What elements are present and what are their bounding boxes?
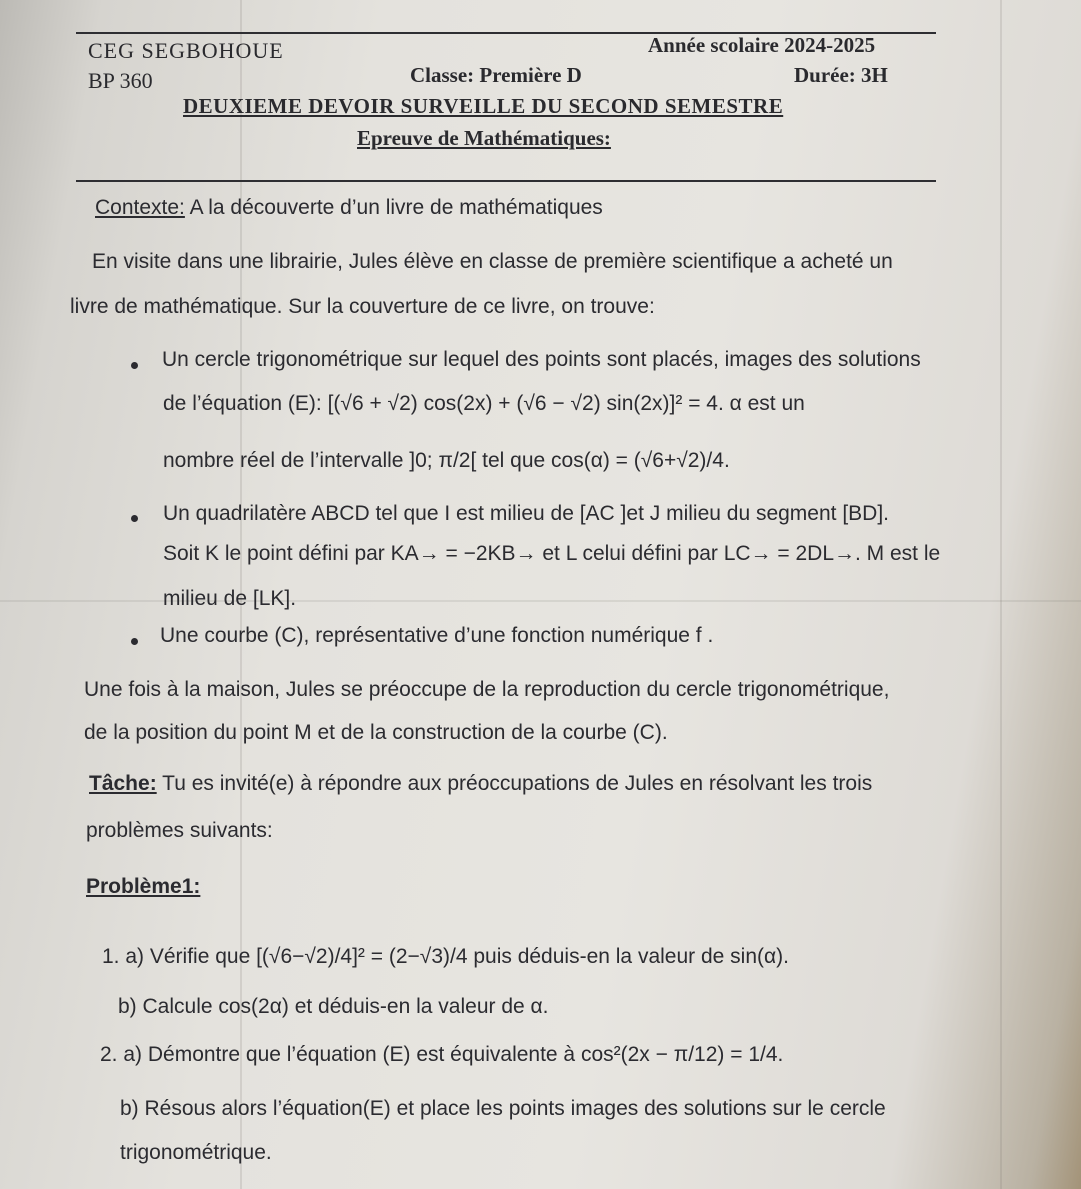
school-name: CEG SEGBOHOUE xyxy=(88,38,284,63)
exam-title: DEUXIEME DEVOIR SURVEILLE DU SECOND SEMESTRE xyxy=(183,94,784,118)
question-2a: 2. a) Démontre que l’équation (E) est équivalente à cos²(2x − π/12) = 1/4. xyxy=(100,1043,784,1066)
bullet-1-equation: de l’équation (E): [(√6 + √2) cos(2x) + (√6 − √2) sin(2x)]² = 4. α est un xyxy=(163,392,805,415)
duration: Durée: 3H xyxy=(794,63,888,87)
context-title: A la découverte d’un livre de mathématiques xyxy=(184,196,603,219)
context-label: Contexte: xyxy=(95,196,185,219)
bullet-1-line: Un cercle trigonométrique sur lequel des points sont placés, images des solutions xyxy=(162,348,921,371)
problem-1-title: Problème1: xyxy=(86,875,201,898)
question-2b: b) Résous alors l’équation(E) et place les points images des solutions sur le cercle xyxy=(120,1097,886,1120)
bullet xyxy=(131,362,138,369)
paper-fold xyxy=(1000,0,1002,1189)
paragraph-line: de la position du point M et de la construction de la courbe (C). xyxy=(84,721,668,744)
question-2b-continued: trigonométrique. xyxy=(120,1141,272,1164)
bullet-1-interval: nombre réel de l’intervalle ]0; π/2[ tel que cos(α) = (√6+√2)/4. xyxy=(163,449,730,472)
task-label: Tâche: xyxy=(89,772,157,795)
bullet xyxy=(131,515,138,522)
po-box: BP 360 xyxy=(88,68,153,93)
bullet-2-vectors: Soit K le point défini par KA→ = −2KB→ et L celui défini par LC→ = 2DL→. M est le xyxy=(163,542,941,565)
question-1a: 1. a) Vérifie que [(√6−√2)/4]² = (2−√3)/4 puis déduis-en la valeur de sin(α). xyxy=(102,945,789,968)
task-text: Tu es invité(e) à répondre aux préoccupations de Jules en résolvant les trois xyxy=(156,772,873,795)
bullet-2-line: Un quadrilatère ABCD tel que I est milieu de [AC ]et J milieu du segment [BD]. xyxy=(163,502,890,525)
bullet-2-midpoint: milieu de [LK]. xyxy=(163,587,297,610)
class-label: Classe: Première D xyxy=(410,63,582,87)
task-line: problèmes suivants: xyxy=(86,819,273,842)
intro-line: En visite dans une librairie, Jules élève en classe de première scientifique a acheté un xyxy=(92,250,893,273)
question-1b: b) Calcule cos(2α) et déduis-en la valeur de α. xyxy=(118,995,549,1018)
subject-title: Epreuve de Mathématiques: xyxy=(357,126,611,150)
school-year: Année scolaire 2024-2025 xyxy=(648,33,876,57)
context-heading xyxy=(95,196,603,220)
task-line xyxy=(89,772,872,796)
paragraph-line: Une fois à la maison, Jules se préoccupe de la reproduction du cercle trigonométrique, xyxy=(84,678,890,701)
intro-line: livre de mathématique. Sur la couverture de ce livre, on trouve: xyxy=(70,295,655,318)
bullet xyxy=(131,638,138,645)
bullet-3-line: Une courbe (C), représentative d’une fonction numérique f . xyxy=(160,624,714,647)
